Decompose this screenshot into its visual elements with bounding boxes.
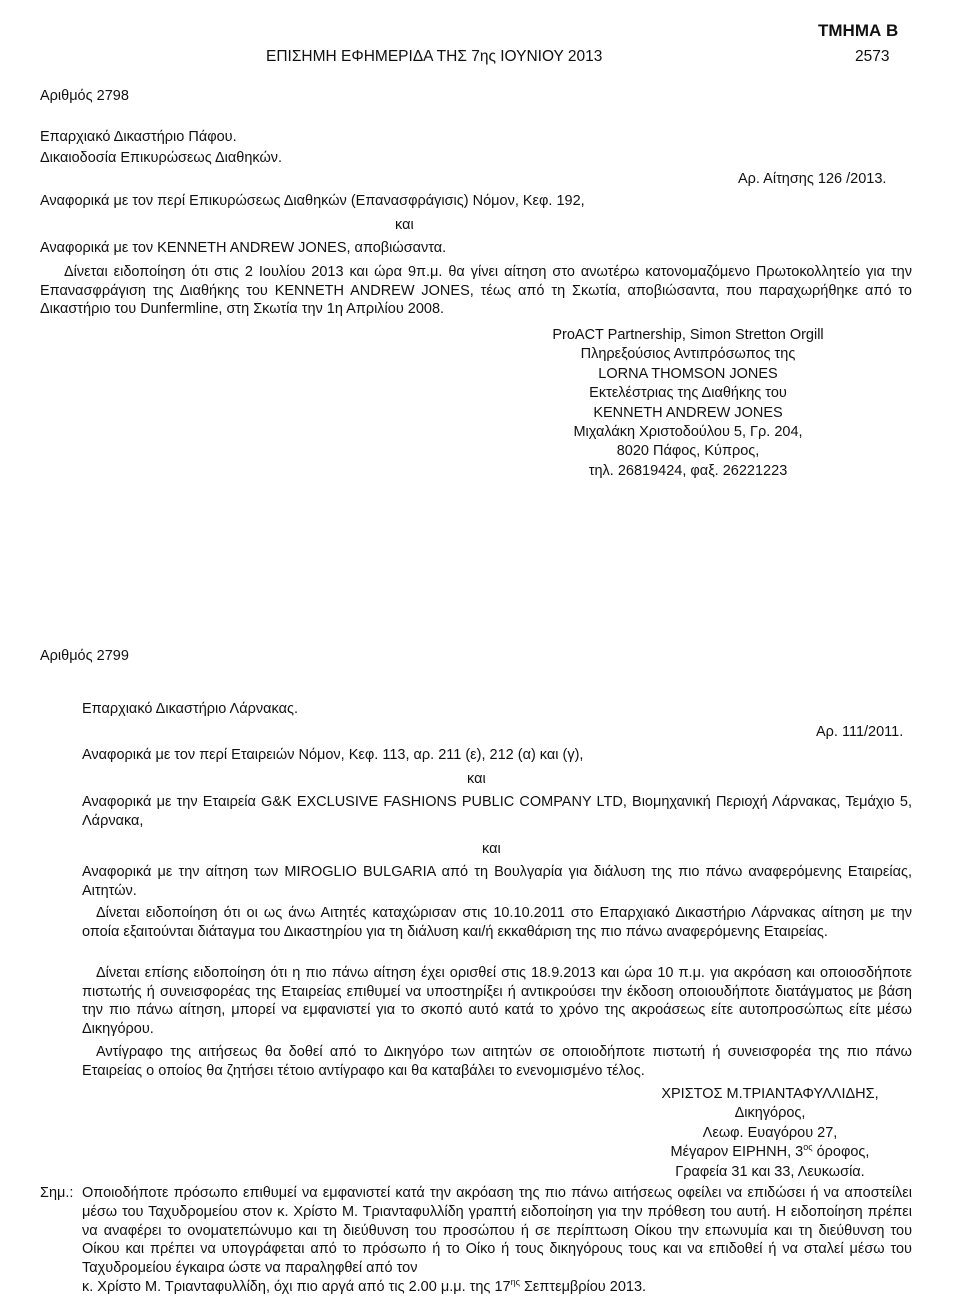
reference-deceased: Αναφορικά με τον KENNETH ANDREW JONES, αποβιώσαντα. — [40, 240, 447, 256]
signature-line: LORNA THOMSON JONES — [598, 365, 778, 382]
court-name: Επαρχιακό Δικαστήριο Πάφου. — [40, 129, 237, 145]
paragraph-filing: Δίνεται ειδοποίηση ότι οι ως άνω Αιτητές καταχώρισαν στις 10.10.2011 στο Επαρχιακό Δικαστήριο Λάρνακας αίτηση με την οποία εξαιτούνται διάταγμα του Δικαστηρίου για τη διάλυση και/ή εκκαθάριση της πιο πάνω αναφερόμενης Εταιρείας. — [82, 905, 912, 940]
lawyer-offices: Γραφεία 31 και 33, Λευκωσία. — [675, 1163, 865, 1180]
reference-application: Αναφορικά με την αίτηση των MIROGLIO BULGARIA από τη Βουλγαρία για διάλυση της πιο πάνω αναφερόμενης Εταιρείας, Αιτητών. — [82, 864, 912, 899]
reference-law: Αναφορικά με τον περί Εταιρειών Νόμον, Κεφ. 113, αρ. 211 (ε), 212 (α) και (γ), — [82, 747, 584, 763]
paragraph-hearing: Δίνεται επίσης ειδοποίηση ότι η πιο πάνω αίτηση έχει ορισθεί στις 18.9.2013 και ώρα 10 π.μ. για ακρόαση και οποιοσδήποτε πιστωτής ή συνεισφορέας της Εταιρείας επιθυμεί να υποστηρίξει ή αντικρούσει την έκδοση οποιουδήποτε διατάγματος με βάση την πιο πάνω αίτηση, μπορεί να εμφανιστεί για το σκοπό αυτό κατά το χρόνο της ακροάσεως είτε αυτοπροσώπως είτε μέσω Δικηγόρου. — [82, 965, 912, 1037]
note-label: Σημ.: — [40, 1185, 74, 1201]
and-word: και — [482, 841, 501, 857]
lawyer-signature — [600, 1085, 940, 1182]
reference-law: Αναφορικά με τον περί Επικυρώσεως Διαθηκών (Επανασφράγισις) Νόμον, Κεφ. 192, — [40, 193, 585, 209]
application-number: Αρ. 111/2011. — [816, 724, 904, 740]
signature-line: 8020 Πάφος, Κύπρος, — [616, 443, 760, 460]
signature-line: Εκτελέστριας της Διαθήκης του — [589, 385, 787, 402]
signature-block — [512, 326, 864, 481]
lawyer-role: Δικηγόρος, — [734, 1105, 806, 1122]
reference-company: Αναφορικά με την Εταιρεία G&K EXCLUSIVE FASHIONS PUBLIC COMPANY LTD, Βιομηχανική Περιοχή Λάρνακας, Τεμάχιο 5, Λάρνακα, — [82, 794, 912, 829]
note-last-line: κ. Χρίστο Μ. Τριανταφυλλίδη, όχι πιο αργά από τις 2.00 μ.μ. της $17^{\eta\varsigma}$ Σεπτεμβρίου 2013. — [82, 1277, 647, 1295]
section-label: ΤΜΗΜΑ Β — [818, 21, 899, 40]
page-number: 2573 — [855, 48, 890, 65]
signature-line: τηλ. 26819424, φαξ. 26221223 — [588, 462, 788, 479]
signature-line: KENNETH ANDREW JONES — [593, 404, 783, 421]
signature-line: Μιχαλάκη Χριστοδούλου 5, Γρ. 204, — [573, 424, 803, 441]
signature-line: Πληρεξούσιος Αντιπρόσωπος της — [580, 346, 796, 363]
application-number: Αρ. Αίτησης 126 /2013. — [738, 171, 887, 187]
jurisdiction: Δικαιοδοσία Επικυρώσεως Διαθηκών. — [40, 150, 283, 166]
signature-line: ProACT Partnership, Simon Stretton Orgill — [552, 327, 824, 343]
notice-body: Δίνεται ειδοποίηση ότι στις 2 Ιουλίου 2013 και ώρα 9π.μ. θα γίνει αίτηση στο ανωτέρω κατονομαζόμενο Πρωτοκολλητείο για την Επανασφράγιση της Διαθήκης του KENNETH ANDREW JONES, τέως από τη Σκωτία, αποβιώσαντα, που παραχωρήθηκε από το Δικαστήριο του Dunfermline, στη Σκωτία την 1η Απριλίου 2008. — [40, 264, 912, 318]
court-name: Επαρχιακό Δικαστήριο Λάρνακας. — [82, 701, 298, 717]
paragraph-copy: Αντίγραφο της αιτήσεως θα δοθεί από το Δικηγόρο των αιτητών σε οποιοδήποτε πιστωτή ή συνεισφορέα της πιο πάνω Εταιρείας ο οποίος θα ζητήσει τέτοιο αντίγραφο και θα καταβάλει το ενενομισμένο τέλος. — [82, 1044, 912, 1079]
and-word: και — [395, 217, 414, 233]
notice-number: Αριθμός 2798 — [40, 88, 129, 104]
lawyer-street: Λεωφ. Ευαγόρου 27, — [702, 1124, 838, 1141]
lawyer-building: Μέγαρον ΕΙΡΗΝΗ, $3^{o\varsigma}$ όροφος, — [670, 1142, 870, 1161]
and-word: και — [467, 771, 486, 787]
notice-number: Αριθμός 2799 — [40, 648, 129, 664]
gazette-title: ΕΠΙΣΗΜΗ ΕΦΗΜΕΡΙΔΑ ΤΗΣ 7ης ΙΟΥΝΙΟΥ 2013 — [266, 48, 603, 65]
note-text: Οποιοδήποτε πρόσωπο επιθυμεί να εμφανιστεί κατά την ακρόαση της πιο πάνω αιτήσεως οφείλει να επιδώσει ή να αποστείλει μέσω του Ταχυδρομείου στον κ. Χρίστο Μ. Τριανταφυλλίδη γραπτή ειδοποίηση για την πρόθεση του αυτή. Η ειδοποίηση πρέπει να αναφέρει το ονοματεπώνυμο και τη διεύθυνση του προσώπου ή σε περίπτωση Οίκου την επωνυμία και τη διεύθυνση του Οίκου και πρέπει να υπογράφεται από το πρόσωπο ή το Οίκο ή τους δικηγόρους τους και να επιδοθεί ή να σταλεί μέσω του Ταχυδρομείου έγκαιρα ώστε να παραληφθεί από τον — [82, 1185, 912, 1277]
lawyer-name: ΧΡΙΣΤΟΣ Μ.ΤΡΙΑΝΤΑΦΥΛΛΙΔΗΣ, — [661, 1086, 879, 1102]
